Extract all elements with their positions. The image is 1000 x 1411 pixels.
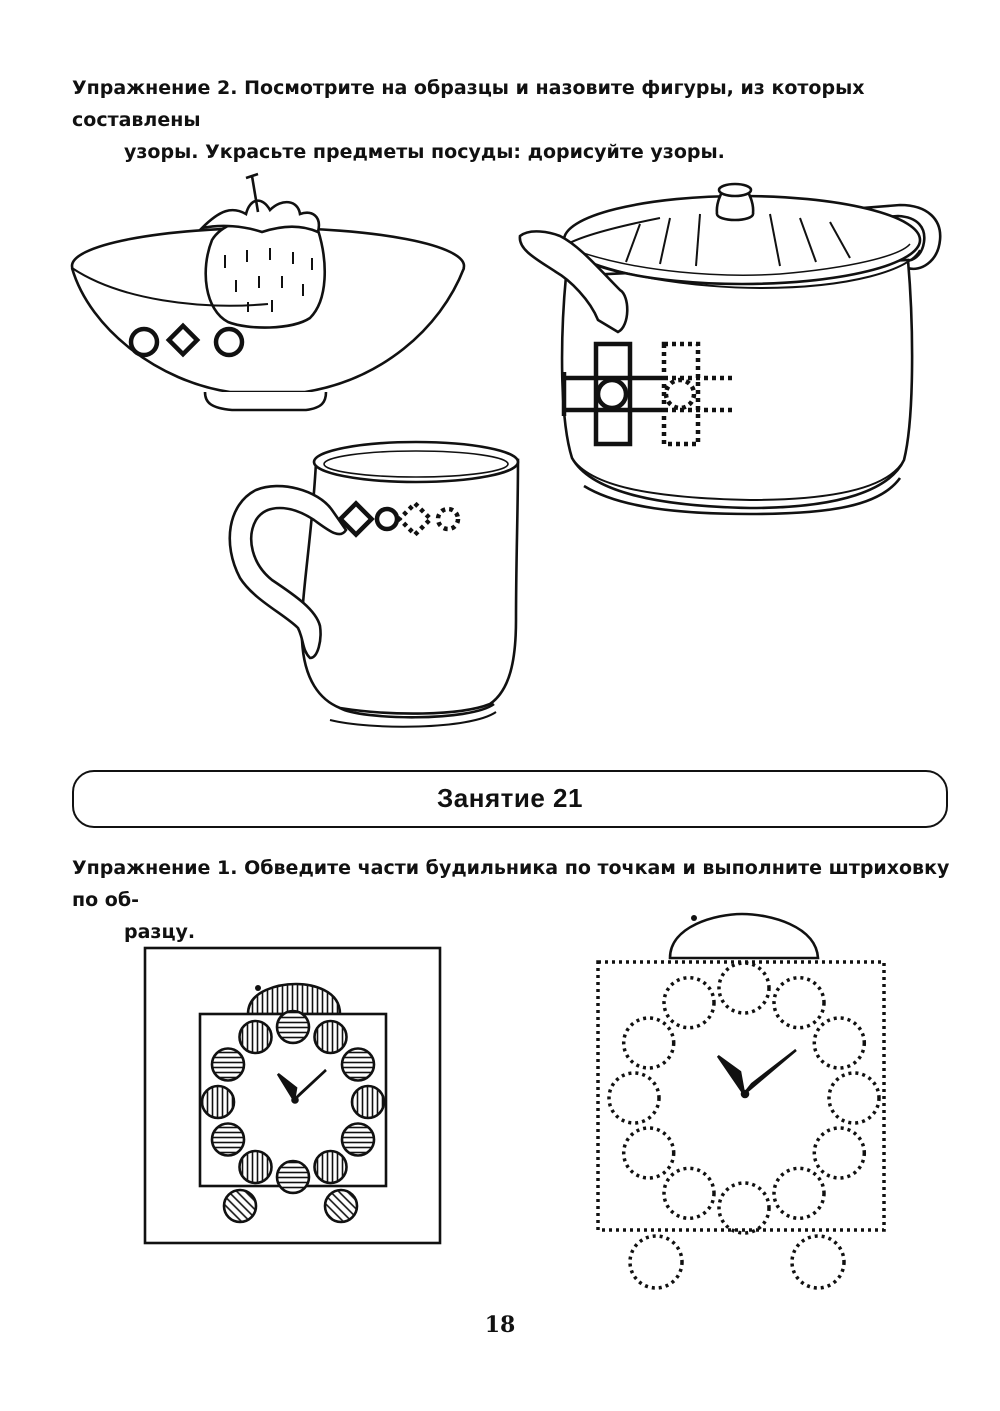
dial-circle — [814, 1128, 864, 1178]
exercise-1-text-line2: разцу. — [124, 921, 196, 943]
dial-circle — [719, 963, 769, 1013]
dial-circle — [774, 1168, 824, 1218]
dial-circle — [315, 1151, 347, 1183]
dial-circle — [342, 1124, 374, 1156]
dial-circle — [315, 1021, 347, 1053]
dial-circle — [352, 1086, 384, 1118]
alarm-clock-dotted-icon — [598, 914, 884, 1288]
dial-circle — [609, 1073, 659, 1123]
dial-circle — [212, 1049, 244, 1081]
dial-circle — [277, 1011, 309, 1043]
dial-circle — [277, 1161, 309, 1193]
page-number: 18 — [484, 1312, 516, 1338]
dial-circle — [202, 1086, 234, 1118]
exercise-2-text-line1: Посмотрите на образцы и назовите фигуры, из которых составлены — [72, 77, 865, 131]
dial-circle — [624, 1018, 674, 1068]
dial-circle — [212, 1124, 244, 1156]
exercise-1-label: Упражнение 1. — [72, 857, 238, 879]
exercise-2-text-line2: узоры. Украсьте предметы посуды: дорисуйте узоры. — [124, 141, 725, 163]
alarm-clock-sample-icon — [145, 948, 440, 1243]
bowl-icon — [72, 174, 464, 410]
dial-circle — [719, 1183, 769, 1233]
dial-circle — [774, 978, 824, 1028]
pot-icon — [520, 184, 940, 514]
lesson-title: Занятие 21 — [437, 783, 583, 813]
dial-circle — [240, 1151, 272, 1183]
dial-circle — [829, 1073, 879, 1123]
dial-circle — [664, 1168, 714, 1218]
dial-circle — [240, 1021, 272, 1053]
dial-circle — [814, 1018, 864, 1068]
mug-icon — [230, 442, 518, 727]
dial-circle — [624, 1128, 674, 1178]
exercise-1-text-line1: Обведите части будильника по точкам и выполните штриховку по об- — [72, 857, 950, 911]
dial-circle — [664, 978, 714, 1028]
dial-circle — [342, 1049, 374, 1081]
exercise-2-label: Упражнение 2. — [72, 77, 238, 99]
